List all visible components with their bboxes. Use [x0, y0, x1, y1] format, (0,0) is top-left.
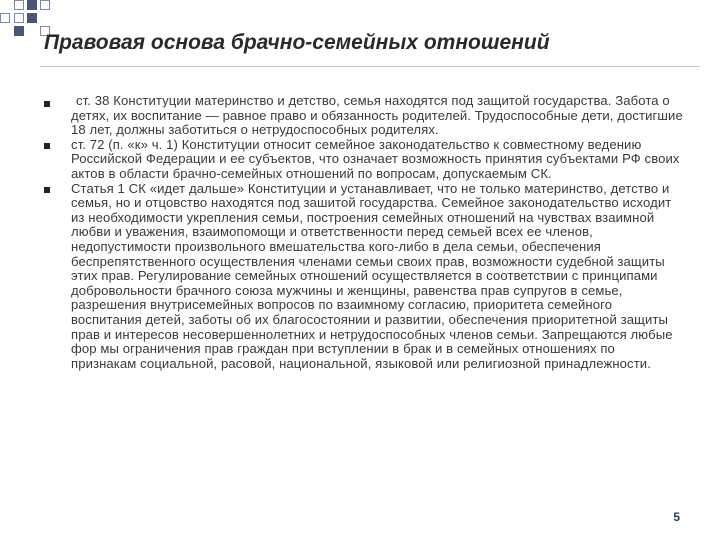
list-item-text: Статья 1 СК «идет дальше» Конституции и устанавливает, что не только материнство, детство и семья, но и отцовство находятся под зашитой государства. Семейное законодательство исходит из необходимости укрепления семьи, построения семейных отношений на чувствах взаимной любви и уважения, взаимопомощи и ответственности перед семьей всех ее членов, недопустимости произвольного вмешательства кого-либо в дела семьи, обеспечения беспрепятственного осуществления членами семьи своих прав, возможности судебной защиты этих прав. Регулирование семейных отношений осуществляется в соответствии с принципами добровольности брачного союза мужчины и женщины, равенства прав супругов в семье, разрешения внутрисемейных вопросов по взаимному согласию, приоритета семейного воспитания детей, заботы об их благосостоянии и развитии, обеспечения приоритетной защиты прав и интересов несовершеннолетних и нетрудоспособных членов семьи. Запрещаются любые фор мы ограничения прав граждан при вступлении в брак и в семейных отношениях по признакам социальной, расовой, национальной, языковой или религиозной принадлежности.	[71, 180, 673, 371]
bullet-square-icon	[44, 143, 50, 149]
list-item	[44, 94, 684, 138]
slide-title: Правовая основа брачно-семейных отношений	[44, 31, 550, 54]
decor-square	[14, 26, 24, 36]
list-item	[44, 138, 684, 182]
page-number: 5	[673, 510, 680, 524]
bullet-square-icon	[44, 187, 50, 193]
decor-square	[14, 13, 24, 23]
decor-square	[0, 13, 10, 23]
bullet-square-icon	[44, 101, 50, 107]
title-divider	[40, 66, 700, 67]
list-item-text: ст. 72 (п. «к» ч. 1) Конституции относит семейное законодательство к совместному ведению Российской Федерации и ее субъектов, что означает возможность принятия субъектами РФ своих актов в области брачно-семейных отношений по вопросам, допускаемым СК.	[71, 136, 680, 181]
decor-square	[27, 13, 37, 23]
list-item	[44, 182, 684, 372]
bullet-list	[44, 94, 684, 371]
decor-square	[14, 0, 24, 10]
decor-square	[27, 0, 37, 10]
list-item-text: ст. 38 Конституции материнство и детство, семья находятся под защитой государства. Забота о детях, их воспитание — равное право и обязанность родителей. Трудоспособные дети, достигшие 18 лет, должны заботиться о нетрудоспособных родителях.	[71, 93, 683, 138]
decor-square	[40, 0, 50, 10]
